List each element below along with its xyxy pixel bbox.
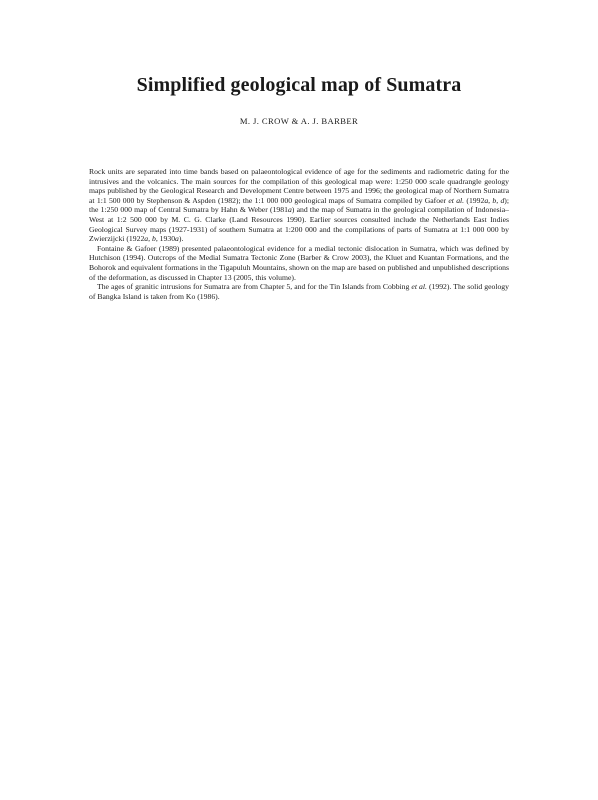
text-segment: (1992). The solid geology of Bangka Island is taken from Ko (1986). [89,282,509,301]
italic-text-segment: a [287,205,292,215]
text-segment: , [488,195,493,205]
text-segment: , 1930 [155,234,176,244]
italic-text-segment: a [484,195,489,205]
text-segment: , [148,234,152,244]
italic-text-segment: d [500,195,505,205]
text-segment: ) and the map of Sumatra in the geological compilation of Indonesia–West at 1:2 500 000 by M. C. G. Clarke (Land Resources 1990). Earlier sources consulted include the Netherlands East Indies Geological Survey maps (1927-1931) of southern Sumatra at 1:200 000 and the compilations of parts of Sumatra at 1:1 000 000 by Zwierzijcki (1922 [89,205,509,244]
italic-text-segment: b [492,195,497,205]
text-segment: ); the 1:250 000 map of Central Sumatra by Hahn & Weber (1981 [89,195,509,215]
paragraph-3 [89,282,509,301]
paragraph-1 [89,167,509,244]
text-segment: , [496,195,501,205]
text-segment: The ages of granitic intrusions for Sumatra are from Chapter 5, and for the Tin Islands from Cobbing [97,282,412,292]
italic-text-segment: a [175,234,179,244]
document-title: Simplified geological map of Sumatra [136,74,462,96]
text-segment: (1992 [464,195,485,205]
paragraph-2 [89,244,509,282]
text-segment: Rock units are separated into time bands based on palaeontological evidence of age for the sediments and radiometric dating for the intrusives and the volcanics. The main sources for the compilation of this geological map were: 1:250 000 scale quadrangle geology maps published by the Geological Research and Development Centre between 1975 and 1996; the geological map of Northern Sumatra at 1:1 500 000 by Stephenson & Aspden (1982); the 1:1 000 000 geological maps of Sumatra compiled by Gafoer [89,167,509,205]
italic-text-segment: b [151,234,156,244]
text-segment: ). [178,234,184,244]
italic-text-segment: et al. [448,195,465,205]
text-segment: Fontaine & Gafoer (1989) presented palaeontological evidence for a medial tectonic dislocation in Sumatra, which was defined by Hutchison (1994). Outcrops of the Medial Sumatra Tectonic Zone (Barber & Crow 2003), the Kluet and Kuantan Formations, and the Bohorok and equivalent formations in the Tigapuluh Mountains, shown on the map are based on published and unpublished descriptions of the deformation, as discussed in Chapter 13 (2005, this volume). [89,243,509,282]
author-line: M. J. CROW & A. J. BARBER [239,116,359,126]
italic-text-segment: a [144,234,149,244]
abstract-body [89,167,509,301]
italic-text-segment: et al. [411,282,427,292]
